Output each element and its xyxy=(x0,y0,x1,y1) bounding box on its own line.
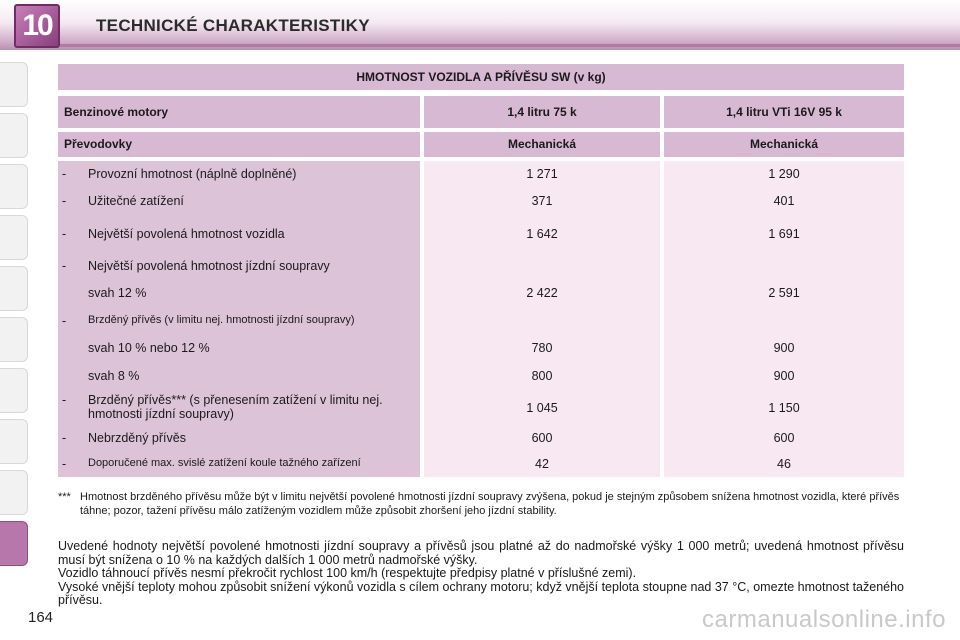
row-value-2: 46 xyxy=(777,457,791,471)
header-divider xyxy=(60,44,960,47)
gearbox-header-row xyxy=(58,132,904,157)
row-value-2: 1 691 xyxy=(768,227,800,241)
row-value-2: 900 xyxy=(773,369,795,383)
row-value-1: 600 xyxy=(531,431,553,445)
table-row xyxy=(58,341,904,357)
row-value-2: 401 xyxy=(773,194,795,208)
chapter-tab[interactable] xyxy=(0,164,28,209)
footnote-text: Hmotnost brzděného přívěsu může být v limitu největší povolené hmotnosti jízdní soupravy zvýšena, pokud je stejným způsobem snížena hmotnost vozidla, které přívěs táhne; pozor, tažení přívěsu málo zatíženým vozidlem může způsobit zhoršení jeho jízdní stability. xyxy=(80,491,900,517)
row-value-2 xyxy=(664,314,904,330)
watermark: carmanualsonline.info xyxy=(702,606,946,633)
row-value-2: 1 150 xyxy=(768,401,800,415)
row-label: svah 12 % xyxy=(88,286,147,300)
chapter-tab[interactable] xyxy=(0,368,28,413)
row-value-1: 1 642 xyxy=(526,227,558,241)
row-value-1: 800 xyxy=(531,369,553,383)
chapter-tab[interactable] xyxy=(0,317,28,362)
row-value-1: 42 xyxy=(535,457,549,471)
paragraph-line: Uvedené hodnoty největší povolené hmotnosti jízdní soupravy a přívěsů jsou platné až do nadmořské výšky 1 000 metrů; uvedená hmotnost přívěsu musí být snížena o 10 % na každých dalších 1 000 metrů nadmořské výšky. xyxy=(58,539,904,567)
row-dash: - xyxy=(62,314,67,328)
chapter-title: TECHNICKÉ CHARAKTERISTIKY xyxy=(96,16,370,35)
row-value-2: 900 xyxy=(773,341,795,355)
row-dash: - xyxy=(62,194,67,208)
row-value-2: 600 xyxy=(773,431,795,445)
table-row xyxy=(58,314,904,330)
page-number: 164 xyxy=(28,609,54,626)
row-value-1: 1 271 xyxy=(526,167,558,181)
row-label: Doporučené max. svislé zatížení koule tažného zařízení xyxy=(88,457,361,469)
row-dash: - xyxy=(62,393,67,407)
row-value-2: 2 591 xyxy=(768,286,800,300)
row-value-2 xyxy=(664,259,904,275)
row-label: svah 8 % xyxy=(88,369,140,383)
table-row xyxy=(58,369,904,385)
chapter-tab[interactable] xyxy=(0,470,28,515)
chapter-tab[interactable] xyxy=(0,62,28,107)
row-value-1: 780 xyxy=(531,341,553,355)
chapter-header xyxy=(0,0,960,50)
row-label: Brzděný přívěs*** (s přenesením zatížení v limitu nej. hmotnosti jízdní soupravy) xyxy=(88,393,383,421)
chapter-tabs xyxy=(0,62,28,572)
weight-table xyxy=(58,64,904,477)
gearbox-col-2: Mechanická xyxy=(664,132,904,157)
paragraph-line: Vozidlo táhnoucí přívěs nesmí překročit rychlost 100 km/h (respektujte předpisy platné v příslušné zemi). xyxy=(58,566,637,580)
row-value-1 xyxy=(424,314,660,330)
paragraph-line: Vysoké vnější teploty mohou způsobit snížení výkonů vozidla s cílem ochrany motoru; když vnější teplota stoupne nad 37 °C, omezte hmotnost taženého přívěsu. xyxy=(58,579,904,607)
row-value-2: 1 290 xyxy=(768,167,800,181)
engine-col-1: 1,4 litru 75 k xyxy=(424,96,660,128)
table-row xyxy=(58,286,904,302)
engine-header-row xyxy=(58,96,904,128)
row-label: Největší povolená hmotnost vozidla xyxy=(88,227,285,241)
row-label: Nebrzděný přívěs xyxy=(88,431,186,445)
table-row xyxy=(58,393,904,423)
table-body xyxy=(58,161,904,477)
chapter-number-badge: 10 xyxy=(14,4,60,48)
row-dash: - xyxy=(62,259,67,273)
row-dash: - xyxy=(62,457,67,471)
row-dash: - xyxy=(62,431,67,445)
row-dash: - xyxy=(62,167,67,181)
table-row xyxy=(58,227,904,243)
row-value-1: 1 045 xyxy=(526,401,558,415)
engine-label: Benzinové motory xyxy=(58,96,420,128)
chapter-tab[interactable] xyxy=(0,266,28,311)
row-dash: - xyxy=(62,227,67,241)
row-label: svah 10 % nebo 12 % xyxy=(88,341,210,355)
body-paragraph xyxy=(58,540,904,608)
chapter-tab-active[interactable] xyxy=(0,521,28,566)
gearbox-label: Převodovky xyxy=(58,132,420,157)
footnote xyxy=(58,490,908,518)
chapter-tab[interactable] xyxy=(0,113,28,158)
row-value-1: 2 422 xyxy=(526,286,558,300)
table-row xyxy=(58,194,904,210)
table-row xyxy=(58,167,904,183)
table-row xyxy=(58,431,904,447)
chapter-tab[interactable] xyxy=(0,215,28,260)
row-value-1 xyxy=(424,259,660,275)
row-label: Užitečné zatížení xyxy=(88,194,184,208)
row-label: Největší povolená hmotnost jízdní soupravy xyxy=(88,259,330,273)
row-label: Brzděný přívěs (v limitu nej. hmotnosti jízdní soupravy) xyxy=(88,314,355,326)
chapter-tab[interactable] xyxy=(0,419,28,464)
row-value-1: 371 xyxy=(531,194,553,208)
footnote-mark: *** xyxy=(58,491,71,503)
gearbox-col-1: Mechanická xyxy=(424,132,660,157)
table-title: HMOTNOST VOZIDLA A PŘÍVĚSU SW (v kg) xyxy=(58,64,904,90)
row-label: Provozní hmotnost (náplně doplněné) xyxy=(88,167,297,181)
table-row xyxy=(58,259,904,275)
engine-col-2: 1,4 litru VTi 16V 95 k xyxy=(664,96,904,128)
table-row xyxy=(58,457,904,473)
